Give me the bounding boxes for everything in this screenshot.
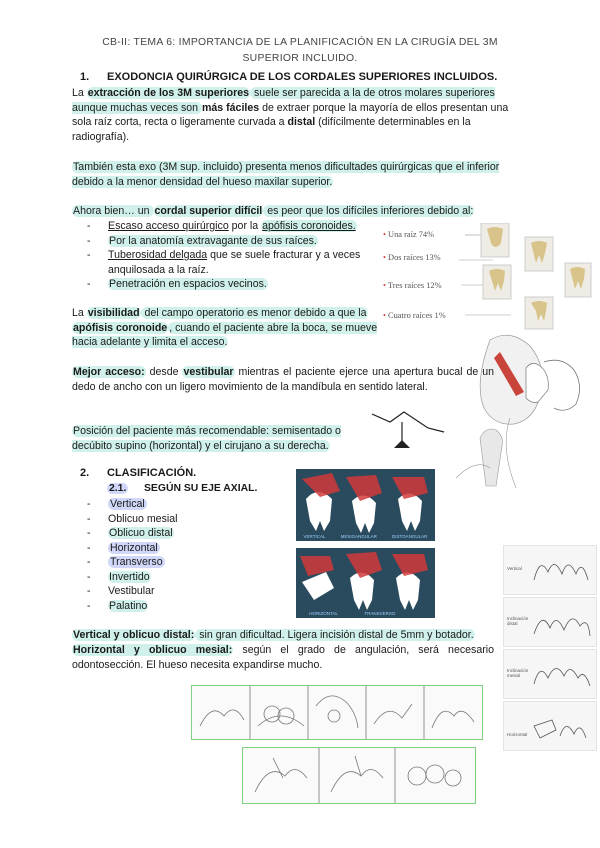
p1-bold-easier: más fáciles	[201, 101, 260, 114]
list-item: - Oblicuo distal	[87, 527, 173, 539]
subsection-number: 2.1.	[109, 483, 127, 494]
list-item: - Transverso	[87, 556, 163, 568]
list-item: - Vertical	[87, 498, 145, 510]
root-row-2: • Dos raíces 13%	[383, 253, 441, 262]
dental-chair-icon	[368, 408, 448, 453]
xray-panel-bottom	[296, 548, 435, 618]
p3-text-c: es peor que los difíciles inferiores debido al:	[264, 205, 474, 217]
surgical-steps-row2	[242, 747, 476, 804]
p5-bold-vestibular: vestibular	[183, 366, 234, 378]
p3-bold: cordal superior difícil	[154, 205, 263, 217]
list-item: - Invertido	[87, 570, 150, 583]
p3-text-a: Ahora bien… un	[73, 205, 153, 217]
surgical-position-illustration	[440, 328, 598, 498]
sketch-horizontal: Horizontal	[503, 701, 597, 751]
list-item: - Horizontal	[87, 541, 158, 554]
p2-text: También esta exo (3M sup. incluido) presenta menos dificultades quirúrgicas que el inferior debido a la menor densidad del hueso maxilar superior.	[72, 161, 500, 188]
p1-text-a: La	[72, 87, 87, 99]
paragraph-visibility: La visibilidad del campo operatorio es menor debido a que la apófisis coronoide , cuando el paciente abre la boca, se mueve hacia adelante y limita el acceso.	[72, 307, 378, 348]
list-item: - Escaso acceso quirúrgico por la apófisis coronoides.	[87, 220, 356, 232]
list-item: - Palatino	[87, 599, 148, 612]
p5-bold-best-access: Mejor acceso:	[73, 366, 145, 378]
paragraph-extraction	[72, 86, 528, 144]
p1-text-g: (difícilmente determinables en la radiografía).	[72, 116, 471, 143]
page-header-line1: CB-II: TEMA 6: IMPORTANCIA DE LA PLANIFICACIÓN EN LA CIRUGÍA DEL 3M	[102, 37, 498, 48]
sketch-mesial-inclination: Inclinación mesial	[503, 649, 597, 699]
sketch-vertical: Vertical	[503, 545, 597, 595]
p7-bold: Vertical y oblicuo distal:	[73, 629, 195, 641]
xray-top-labels: VERTICAL MESIOANGULAR DISTOANGULAR	[303, 534, 428, 539]
angulation-sketches	[503, 545, 595, 750]
surgical-steps-row1-image	[192, 686, 482, 739]
paragraph-horizontal-mesial: Horizontal y oblicuo mesial: según el grado de angulación, será necesario odontosección. El hueso necesita expandirse mucho.	[72, 644, 494, 671]
paragraph-best-access: Mejor acceso: desde vestibular mientras el paciente ejerce una apertura bucal de un dedo de ancho con un ligero movimiento de la mandíbula en sentido lateral.	[72, 366, 494, 393]
section2-title: CLASIFICACIÓN.	[107, 467, 197, 479]
paragraph-patient-position: Posición del paciente más recomendable: semisentado o decúbito supino (horizontal) y el cirujano a su derecha.	[72, 425, 341, 452]
paragraph-difficult-cordal	[72, 204, 528, 219]
impaction-types-top-image	[296, 469, 435, 541]
p1-bold-distal: distal	[287, 116, 316, 128]
list-item: - Por la anatomía extravagante de sus raíces.	[87, 234, 317, 247]
section2-number: 2.	[80, 467, 90, 479]
xray-panel-top	[296, 469, 435, 541]
section1-title: EXODONCIA QUIRÚRGICA DE LOS CORDALES SUPERIORES INCLUIDOS.	[107, 71, 498, 83]
surgical-steps-row1	[191, 685, 483, 740]
list-item: - Tuberosidad delgada que se suele fracturar y a veces anquilosada a la raíz.	[87, 249, 361, 276]
root-distribution-figure	[383, 223, 593, 333]
page-header-line2: SUPERIOR INCLUIDO.	[242, 53, 358, 64]
surgeon-figure-icon	[480, 429, 502, 486]
list-item: - Penetración en espacios vecinos.	[87, 278, 267, 290]
root-row-1: • Una raíz 74%	[383, 230, 435, 239]
surgical-steps-row2-image	[243, 748, 475, 803]
paragraph-maxilla-density	[72, 160, 528, 189]
xray-bottom-labels: HORIZONTAL TRANSVERSO	[309, 611, 396, 616]
p1-text-e: de extraer porque la mayoría de ellos presentan una sola raíz corta, recta o ligeramente curvada a	[72, 101, 509, 128]
list-item: - Oblicuo mesial	[87, 512, 178, 525]
root-tooth-images	[453, 223, 593, 331]
p1-bold-extraction: extracción de los 3M superiores	[87, 87, 250, 99]
impaction-types-bottom-image	[296, 548, 435, 618]
p8-bold: Horizontal y oblicuo mesial:	[73, 644, 233, 656]
root-row-3: • Tres raíces 12%	[383, 281, 442, 290]
root-row-4: • Cuatro raíces 1%	[383, 311, 446, 320]
paragraph-vertical-distal: Vertical y oblicuo distal: sin gran dificultad. Ligera incisión distal de 5mm y botador.	[73, 629, 474, 641]
reasons-list	[87, 219, 383, 292]
p4-bold-coronoid: apófisis coronoide	[73, 321, 168, 334]
p1-text-c: suele ser parecida a la de otros molares superiores aunque muchas veces son	[72, 87, 495, 114]
subsection-title: SEGÚN SU EJE AXIAL.	[144, 483, 258, 494]
axis-classification-list	[87, 497, 288, 613]
sketch-distal-inclination: Inclinación distal	[503, 597, 597, 647]
p4-bold-visibility: visibilidad	[87, 307, 140, 319]
list-item: - Vestibular	[87, 585, 155, 597]
section1-number: 1.	[80, 71, 90, 83]
